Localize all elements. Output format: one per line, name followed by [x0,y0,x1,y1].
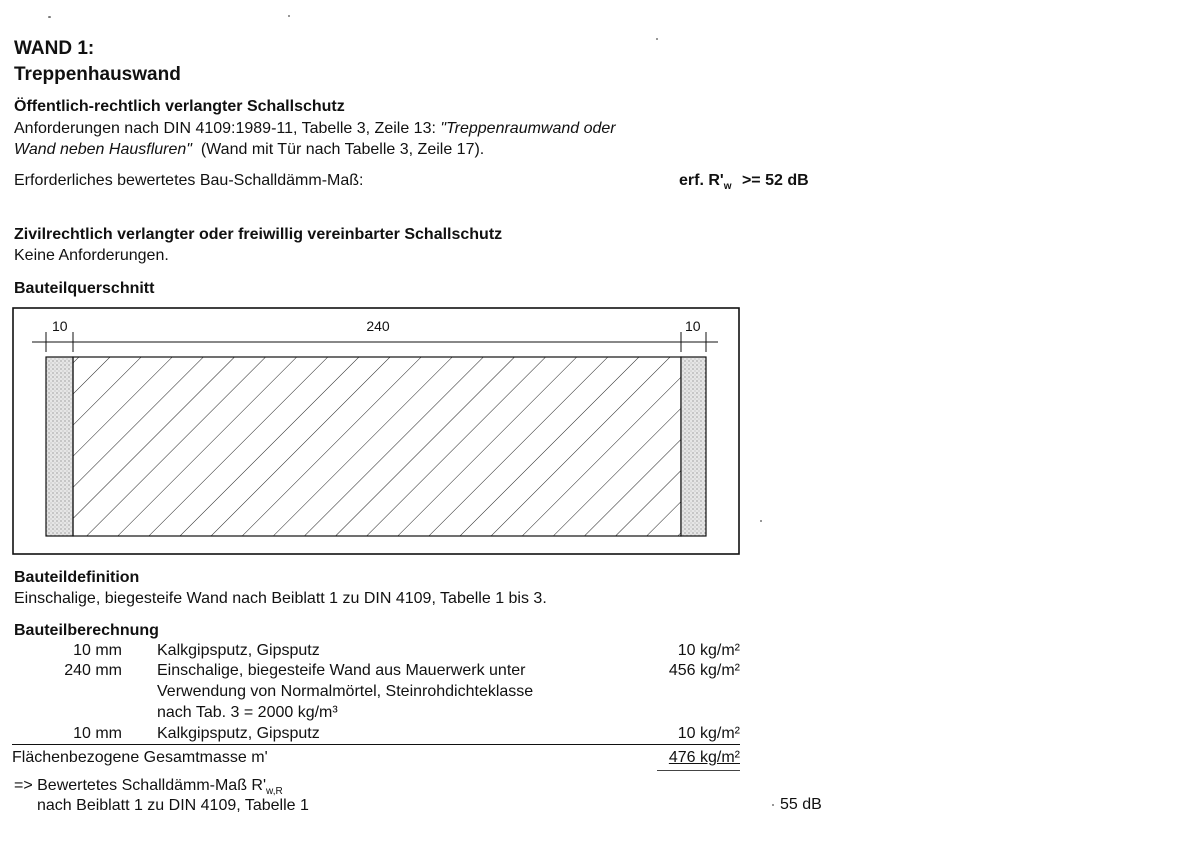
civil-requirements-heading: Zivilrechtlich verlangter oder freiwillig vereinbarter Schallschutz [14,226,503,243]
line1-prefix: Anforderungen nach DIN 4109:1989-11, Tabelle 3, Zeile 13: [14,120,441,137]
scan-speck [48,16,51,18]
calculation-heading: Bauteilberechnung [14,622,159,639]
result-line1 [14,777,283,797]
row2-mass: 456 kg/m² [668,662,740,679]
definition-text: Einschalige, biegesteife Wand nach Beiblatt 1 zu DIN 4109, Tabelle 1 bis 3. [14,590,547,607]
row3-thickness: 10 mm [73,725,122,742]
row3-mass: 10 kg/m² [677,725,740,742]
definition-heading: Bauteildefinition [14,569,140,586]
row2-description-line2: Verwendung von Normalmörtel, Steinrohdichteklasse [157,683,534,700]
plaster-layer-left [46,357,73,536]
total-double-underline [657,770,740,771]
row3-description: Kalkgipsputz, Gipsputz [157,725,320,742]
dimension-label-left: 10 [52,318,68,334]
plaster-layer-right [681,357,706,536]
public-requirements-heading: Öffentlich-rechtlich verlangter Schallschutz [14,98,345,115]
cross-section-heading: Bauteilquerschnitt [14,280,155,297]
public-requirements-line2 [14,141,484,159]
page-title-line2: Treppenhauswand [14,64,181,85]
civil-requirements-text: Keine Anforderungen. [14,247,169,264]
masonry-layer [73,357,681,536]
required-symbol: erf. R' [679,172,724,189]
required-subscript: w [723,181,732,193]
row1-description: Kalkgipsputz, Gipsputz [157,642,320,659]
dimension-label-right: 10 [685,318,701,334]
required-value [679,172,809,192]
line2-suffix: (Wand mit Tür nach Tabelle 3, Zeile 17). [191,141,485,158]
result-subscript: w,R [266,786,283,798]
total-value: 476 kg/m² [668,749,740,766]
result-line2: nach Beiblatt 1 zu DIN 4109, Tabelle 1 [37,797,309,814]
line2-italic: Wand neben Hausfluren" [14,141,192,158]
dimension-label-center: 240 [366,318,390,334]
line1-italic: "Treppenraumwand oder [440,120,616,137]
row1-mass: 10 kg/m² [677,642,740,659]
row2-thickness: 240 mm [64,662,122,679]
scan-speck [288,15,290,17]
total-label: Flächenbezogene Gesamtmasse m' [12,749,268,766]
result-value: 55 dB [780,796,822,813]
public-requirements-line1 [14,120,616,138]
cross-section-drawing [0,300,1200,560]
page-title-line1: WAND 1: [14,38,95,59]
required-label: Erforderliches bewertetes Bau-Schalldämm-Maß: [14,172,364,189]
scan-speck [772,804,774,806]
result-text: => Bewertetes Schalldämm-Maß R' [14,777,267,794]
scan-speck [656,38,658,40]
row1-thickness: 10 mm [73,642,122,659]
row2-description-line3: nach Tab. 3 = 2000 kg/m³ [157,704,338,721]
required-number: >= 52 dB [741,172,809,189]
sum-rule [12,744,740,745]
row2-description-line1: Einschalige, biegesteife Wand aus Mauerwerk unter [157,662,526,679]
